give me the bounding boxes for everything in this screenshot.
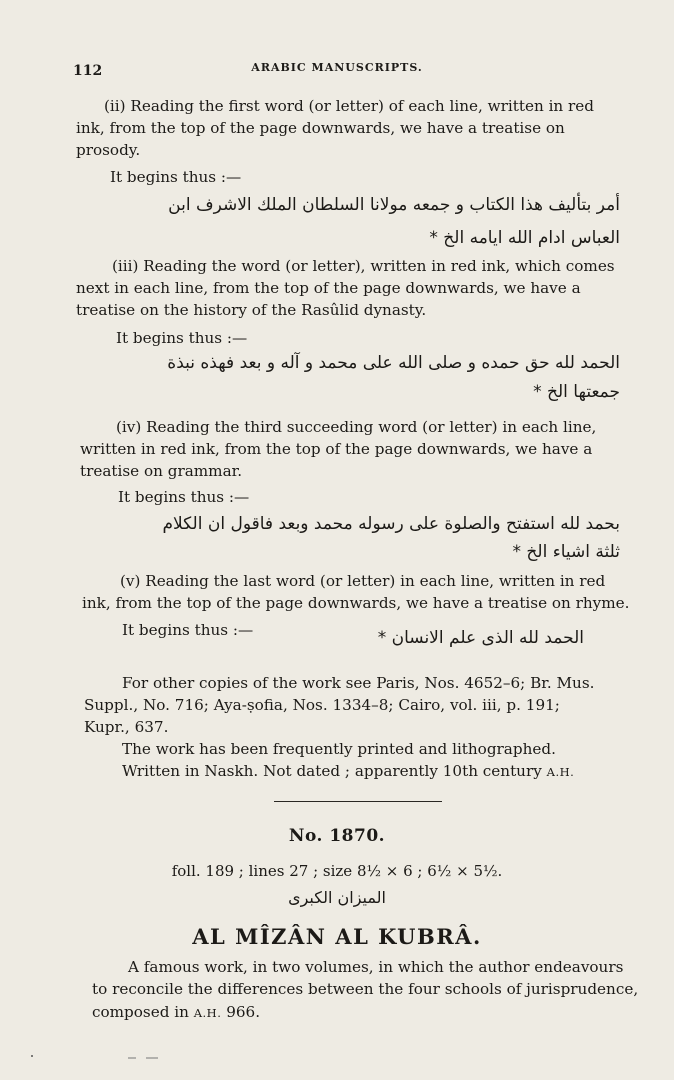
other-copies-line-2: Suppl., No. 716; Aya-ṣofia, Nos. 1334–8; Cairo, vol. iii, p. 191;	[84, 696, 560, 714]
written-note-ah: A.H.	[546, 765, 575, 779]
para-ii-line-2: ink, from the top of the page downwards, we have a treatise on	[76, 119, 565, 137]
entry-desc-prefix: composed in	[92, 1003, 189, 1021]
entry-desc-year: 966.	[226, 1003, 261, 1021]
entry-arabic-title: الميزان الكبرى	[288, 888, 386, 907]
entry-desc-ah: A.H.	[193, 1006, 222, 1020]
entry-foll: foll. 189 ; lines 27 ; size 8½ × 6 ; 6½ × 5½.	[171, 862, 503, 880]
printed-note: The work has been frequently printed and lithographed.	[122, 740, 556, 758]
paper-specks	[28, 1042, 168, 1062]
para-ii-line-3: prosody.	[76, 141, 141, 159]
para-ii-arabic-1: أمر بتأليف هذا الكتاب و جمعه مولانا السلطان الملك الاشرف ابن	[168, 195, 620, 215]
para-iii-begins: It begins thus :—	[116, 329, 248, 347]
para-v-begins: It begins thus :—	[122, 621, 254, 639]
written-note-text: Written in Naskh. Not dated ; apparently 10th century	[122, 762, 542, 780]
para-iv-line-1: (iv) Reading the third succeeding word (or letter) in each line,	[116, 418, 597, 436]
section-divider	[274, 801, 442, 802]
entry-desc-line-2: to reconcile the differences between the four schools of jurisprudence,	[92, 980, 639, 998]
para-iii-arabic-2: جمعتها الخ *	[533, 382, 620, 402]
para-iv-arabic-1: بحمد لله استفتح والصلوة على رسوله محمد وبعد فاقول ان الكلام	[162, 514, 620, 534]
para-v-line-2: ink, from the top of the page downwards, we have a treatise on rhyme.	[82, 594, 630, 612]
para-ii-arabic-2: العباس ادام الله ايامه الخ *	[429, 228, 620, 248]
entry-desc-line-3	[92, 1002, 260, 1023]
para-iv-begins: It begins thus :—	[118, 488, 250, 506]
other-copies-line-1: For other copies of the work see Paris, Nos. 4652–6; Br. Mus.	[122, 674, 595, 692]
other-copies-line-3: Kupr., 637.	[84, 718, 169, 736]
page-number: 112	[73, 63, 103, 79]
para-v-line-1: (v) Reading the last word (or letter) in each line, written in red	[120, 572, 606, 590]
para-iii-line-2: next in each line, from the top of the page downwards, we have a	[76, 279, 581, 297]
para-v-arabic-1: الحمد لله الذى علم الانسان *	[377, 628, 584, 648]
para-iv-arabic-2: ثلثة اشياء الخ *	[512, 542, 620, 562]
para-iii-line-3: treatise on the history of the Rasûlid dynasty.	[76, 301, 427, 319]
entry-number: No. 1870.	[288, 826, 386, 846]
running-title: ARABIC MANUSCRIPTS.	[251, 61, 423, 74]
written-note	[122, 761, 574, 782]
para-iv-line-3: treatise on grammar.	[80, 462, 243, 480]
para-ii-line-1: (ii) Reading the first word (or letter) of each line, written in red	[104, 97, 595, 115]
para-iv-line-2: written in red ink, from the top of the page downwards, we have a	[80, 440, 593, 458]
para-iii-line-1: (iii) Reading the word (or letter), written in red ink, which comes	[112, 257, 615, 275]
entry-desc-line-1: A famous work, in two volumes, in which the author endeavours	[128, 958, 624, 976]
entry-title: AL MÎZÂN AL KUBRÂ.	[192, 924, 482, 949]
para-iii-arabic-1: الحمد لله حق حمده و صلى الله على محمد و آله و بعد فهذه نبذة	[167, 353, 620, 373]
para-ii-begins: It begins thus :—	[110, 168, 242, 186]
